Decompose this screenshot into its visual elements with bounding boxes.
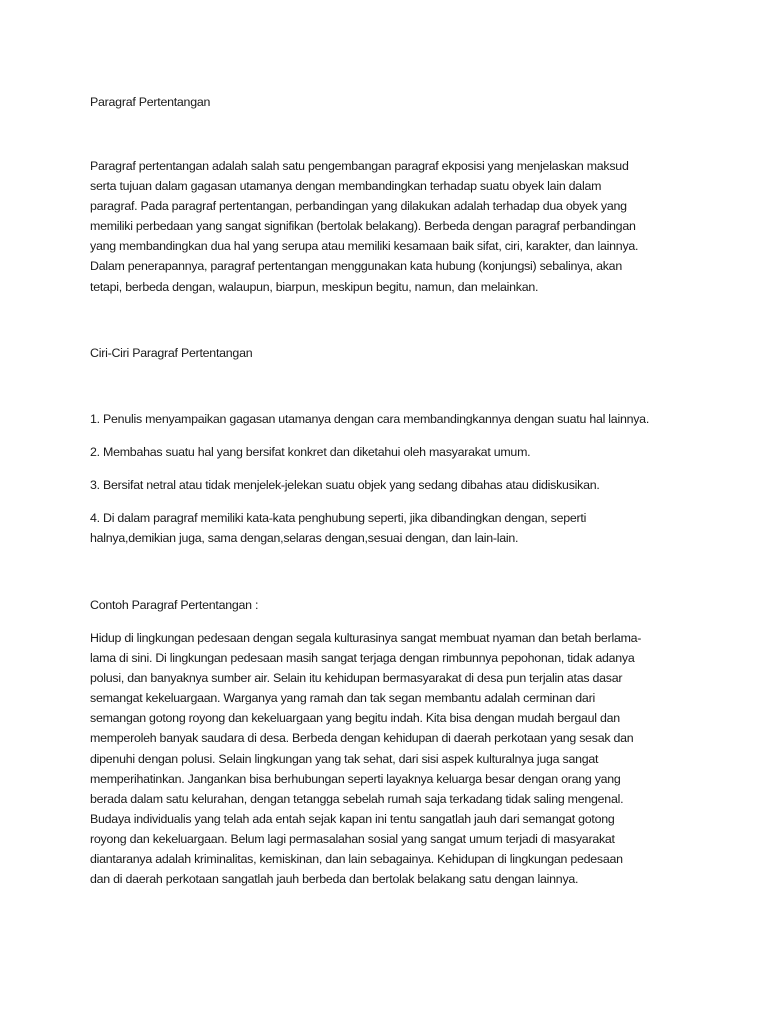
paragraph-line: Hidup di lingkungan pedesaan dengan segala kulturasinya sangat membuat nyaman dan betah berlama- xyxy=(90,631,642,645)
paragraph-line: paragraf. Pada paragraf pertentangan, perbandingan yang dilakukan adalah terhadap dua obyek yang xyxy=(90,199,627,214)
ciri-item-2: 2. Membahas suatu hal yang bersifat konkret dan diketahui oleh masyarakat umum. xyxy=(90,445,531,459)
paragraph-line: semangat kekeluargaan. Warganya yang ramah dan tak segan membantu adalah cerminan dari xyxy=(90,691,595,706)
paragraph-line: lama di sini. Di lingkungan pedesaan masih sangat terjaga dengan rimbunnya pepohonan, tidak adanya xyxy=(90,651,635,666)
paragraph-line: royong dan kekeluargaan. Belum lagi permasalahan sosial yang sangat umum terjadi di masyarakat xyxy=(90,831,615,846)
ciri-item-4: 4. Di dalam paragraf memiliki kata-kata penghubung seperti, jika dibandingkan dengan, seperti halnya,demikian juga, sama dengan,selaras dengan,sesuai dengan, dan lain-lain. xyxy=(90,511,587,546)
ciri-item-1: 1. Penulis menyampaikan gagasan utamanya dengan cara membandingkannya dengan suatu hal lainnya. xyxy=(90,412,650,426)
paragraph-line: dan di daerah perkotaan sangatlah jauh berbeda dan bertolak belakang satu dengan lainnya. xyxy=(90,872,579,887)
paragraph-line: diantaranya adalah kriminalitas, kemiskinan, dan lain sebagainya. Kehidupan di lingkungan pedesaan xyxy=(90,852,623,867)
paragraph-line: memperihatinkan. Jangankan bisa berhubungan seperti layaknya keluarga besar dengan orang yang xyxy=(90,771,621,786)
paragraph-line: serta tujuan dalam gagasan utamanya dengan membandingkan terhadap suatu obyek lain dalam xyxy=(90,179,602,194)
paragraph-line: Paragraf pertentangan adalah salah satu pengembangan paragraf ekposisi yang menjelaskan maksud xyxy=(90,159,629,173)
paragraph-line: memiliki perbedaan yang sangat signifikan (bertolak belakang). Berbeda dengan paragraf perbandingan xyxy=(90,219,636,234)
document-title: Paragraf Pertentangan xyxy=(90,95,211,109)
paragraph-line: polusi, dan banyaknya sumber air. Selain itu kehidupan bermasyarakat di desa pun terjalin atas dasar xyxy=(90,671,623,686)
contoh-paragraph xyxy=(90,628,641,889)
paragraph-line: dipenuhi dengan polusi. Selain lingkungan yang tak sehat, dari sisi aspek kulturalnya juga sangat xyxy=(90,751,599,766)
paragraph-line: memperoleh banyak saudara di desa. Berbeda dengan kehidupan di daerah perkotaan yang sesak dan xyxy=(90,731,634,746)
paragraph-line: Dalam penerapannya, paragraf pertentangan menggunakan kata hubung (konjungsi) sebalinya, akan xyxy=(90,259,622,274)
paragraph-line: semangan gotong royong dan kekeluargaan yang begitu indah. Kita bisa dengan mudah bergaul dan xyxy=(90,711,620,726)
paragraph-line: Budaya individualis yang telah ada entah sejak kapan ini tentu sangatlah jauh dari semangat gotong xyxy=(90,811,615,826)
paragraph-line: yang membandingkan dua hal yang serupa atau memiliki kesamaan baik sifat, ciri, karakter, dan lainnya. xyxy=(90,239,639,254)
contoh-heading: Contoh Paragraf Pertentangan : xyxy=(90,598,259,612)
paragraph-line: berada dalam satu kelurahan, dengan tetangga sebelah rumah saja terkadang tidak saling mengenal. xyxy=(90,791,624,806)
ciri-heading: Ciri-Ciri Paragraf Pertentangan xyxy=(90,346,253,360)
paragraph-line: tetapi, berbeda dengan, walaupun, biarpun, meskipun begitu, namun, dan melainkan. xyxy=(90,279,539,294)
intro-paragraph xyxy=(90,156,638,297)
ciri-item-3: 3. Bersifat netral atau tidak menjelek-jelekan suatu objek yang sedang dibahas atau didiskusikan. xyxy=(90,478,600,492)
